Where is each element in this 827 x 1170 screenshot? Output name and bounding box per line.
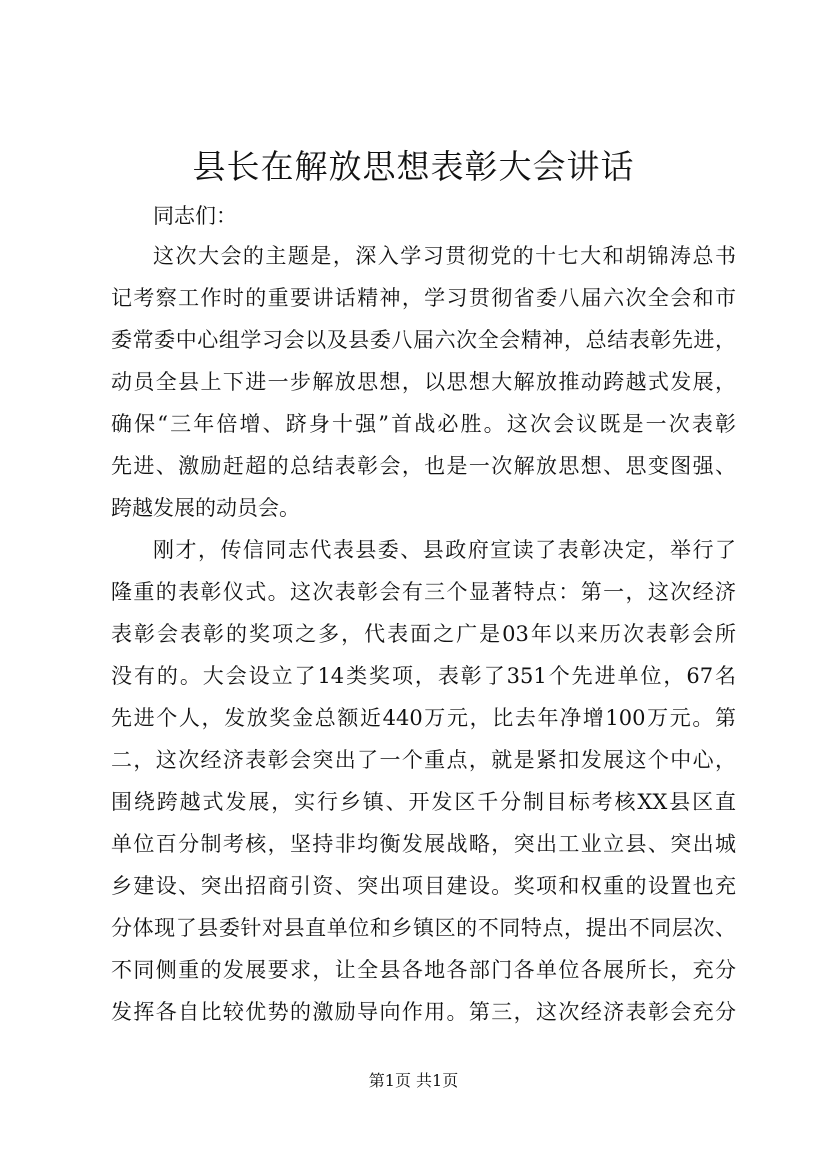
body-line: 跨越发展的动员会。 (111, 496, 300, 520)
body-line: 分体现了县委针对县直单位和乡镇区的不同特点，提出不同层次、 (111, 916, 736, 940)
body-line: 先进、激励赶超的总结表彰会，也是一次解放思想、思变图强、 (111, 454, 736, 478)
body-line: 动员全县上下进一步解放思想，以思想大解放推动跨越式发展， (111, 370, 736, 394)
body-line: 先进个人，发放奖金总额近440万元，比去年净增100万元。第 (111, 706, 736, 730)
body-line: 刚才，传信同志代表县委、县政府宣读了表彰决定，举行了 (153, 538, 736, 562)
body-line: 委常委中心组学习会以及县委八届六次全会精神，总结表彰先进， (111, 328, 736, 352)
body-line: 乡建设、突出招商引资、突出项目建设。奖项和权重的设置也充 (111, 874, 736, 898)
body-line: 这次大会的主题是，深入学习贯彻党的十七大和胡锦涛总书 (153, 244, 736, 268)
body-line: 单位百分制考核，坚持非均衡发展战略，突出工业立县、突出城 (111, 832, 736, 856)
body-line: 记考察工作时的重要讲话精神，学习贯彻省委八届六次全会和市 (111, 286, 736, 310)
body-line: 发挥各自比较优势的激励导向作用。第三，这次经济表彰会充分 (111, 1000, 736, 1024)
document-title: 县长在解放思想表彰大会讲话 (192, 147, 635, 186)
body-line: 二，这次经济表彰会突出了一个重点，就是紧扣发展这个中心， (111, 748, 736, 772)
salutation-line: 同志们： (153, 204, 237, 228)
body-line: 隆重的表彰仪式。这次表彰会有三个显著特点：第一，这次经济 (111, 580, 736, 604)
body-line: 不同侧重的发展要求，让全县各地各部门各单位各展所长，充分 (111, 958, 736, 982)
body-line: 没有的。大会设立了14类奖项，表彰了351个先进单位，67名 (111, 664, 736, 688)
body-line: 表彰会表彰的奖项之多，代表面之广是03年以来历次表彰会所 (111, 622, 736, 646)
page-number-footer: 第1页 共1页 (368, 1071, 459, 1090)
body-line: 围绕跨越式发展，实行乡镇、开发区千分制目标考核XX县区直 (111, 790, 736, 814)
body-line: 确保“三年倍增、跻身十强”首战必胜。这次会议既是一次表彰 (111, 412, 736, 436)
